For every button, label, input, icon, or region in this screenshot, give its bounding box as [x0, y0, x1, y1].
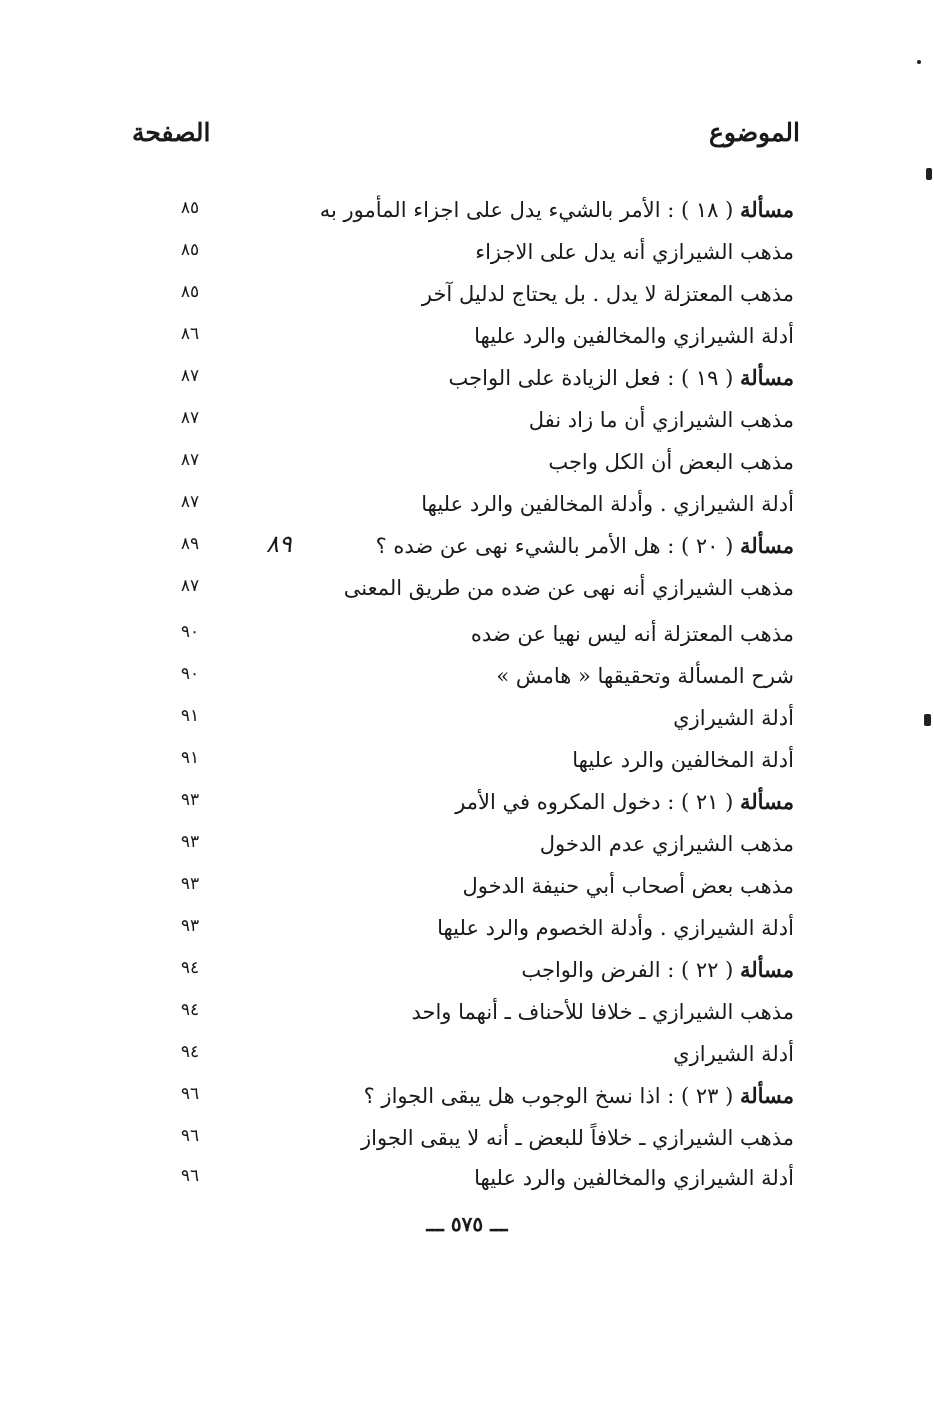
entry-text: ( ٢٣ ) : اذا نسخ الوجوب هل يبقى الجواز ؟	[363, 1084, 740, 1108]
page-number: ٩٦	[180, 1084, 200, 1104]
toc-row	[0, 274, 934, 314]
page-number: ٨٥	[180, 282, 200, 302]
toc-entry	[673, 698, 794, 738]
toc-row	[0, 1034, 934, 1074]
page-number: ٨٧	[180, 408, 200, 428]
page-number: ٩٤	[180, 1042, 200, 1062]
entry-text: مذهب بعض أصحاب أبي حنيفة الدخول	[462, 874, 794, 898]
entry-text: أدلة الشيرازي	[673, 1042, 794, 1066]
page-number: ٩٣	[180, 790, 200, 810]
entry-text: مذهب الشيرازي عدم الدخول	[539, 832, 794, 856]
toc-row	[0, 866, 934, 906]
entry-prefix: مسألة	[739, 957, 794, 982]
footer-page-number: ـــ ٥٧٥ ـــ	[426, 1212, 508, 1236]
page-number: ٨٦	[180, 324, 200, 344]
entry-text: ( ٢٠ ) : هل الأمر بالشيء نهى عن ضده ؟	[375, 534, 740, 558]
entry-text: مذهب الشيرازي ـ خلافا للأحناف ـ أنهما واحد	[411, 1000, 794, 1024]
toc-entry	[344, 568, 794, 608]
entry-text: شرح المسألة وتحقيقها « هامش »	[496, 664, 794, 688]
toc-entry	[455, 782, 794, 822]
entry-text: ( ٢١ ) : دخول المكروه في الأمر	[455, 790, 740, 814]
page-number: ٩٤	[180, 958, 200, 978]
toc-entry	[376, 526, 794, 566]
toc-entry	[463, 866, 795, 906]
toc-entry	[572, 740, 794, 780]
entry-text: أدلة الشيرازي والمخالفين والرد عليها	[474, 1166, 794, 1190]
scan-dust-mark	[917, 60, 921, 64]
entry-prefix: مسألة	[739, 1083, 794, 1108]
toc-row	[0, 656, 934, 696]
entry-prefix: مسألة	[739, 789, 794, 814]
entry-prefix: مسألة	[739, 365, 794, 390]
toc-row	[0, 484, 934, 524]
toc-row	[0, 1158, 934, 1198]
toc-row	[0, 1118, 934, 1158]
entry-text: أدلة المخالفين والرد عليها	[572, 748, 794, 772]
toc-entry	[471, 614, 794, 654]
toc-row	[0, 614, 934, 654]
entry-text: أدلة الشيرازي	[673, 706, 794, 730]
toc-entry	[474, 1158, 794, 1198]
entry-text: مذهب المعتزلة لا يدل . بل يحتاج لدليل آخر	[421, 282, 794, 306]
toc-entry	[437, 908, 794, 948]
entry-text: ( ١٨ ) : الأمر بالشيء يدل على اجزاء المأمور به	[319, 198, 740, 222]
entry-text: مذهب الشيرازي أن ما زاد نفل	[528, 408, 794, 432]
entry-prefix: مسألة	[739, 197, 794, 222]
toc-entry	[521, 950, 794, 990]
page-number: ٩١	[180, 706, 200, 726]
page-number: ٩٠	[180, 622, 200, 642]
toc-row	[0, 442, 934, 482]
page-number: ٩٠	[180, 664, 200, 684]
toc-entry	[496, 656, 794, 696]
toc-entry	[411, 992, 794, 1032]
entry-text: مذهب الشيرازي ـ خلافاً للبعض ـ أنه لا يبقى الجواز	[361, 1126, 794, 1150]
entry-text: ( ١٩ ) : فعل الزيادة على الواجب	[448, 366, 740, 390]
toc-row	[0, 824, 934, 864]
toc-entry	[422, 274, 794, 314]
page-number: ٩٦	[180, 1126, 200, 1146]
page-number: ٩٣	[180, 832, 200, 852]
page-number: ٨٥	[180, 198, 200, 218]
page-number: ٩٣	[180, 874, 200, 894]
page-number: ٩٦	[180, 1166, 200, 1186]
page-number: ٨٧	[180, 576, 200, 596]
page-number: ٩٤	[180, 1000, 200, 1020]
page-column-header: الصفحة	[132, 118, 211, 147]
toc-row	[0, 950, 934, 990]
toc-row	[0, 568, 934, 608]
entry-text: أدلة الشيرازي والمخالفين والرد عليها	[474, 324, 794, 348]
scan-edge-mark	[926, 168, 932, 180]
toc-row	[0, 1076, 934, 1116]
page-number: ٨٥	[180, 240, 200, 260]
entry-text: مذهب البعض أن الكل واجب	[548, 450, 794, 474]
toc-row	[0, 698, 934, 738]
page-number: ٩٣	[180, 916, 200, 936]
toc-row	[0, 526, 934, 566]
entry-text: مذهب الشيرازي أنه نهى عن ضده من طريق المعنى	[343, 576, 794, 600]
scan-edge-mark	[924, 714, 931, 726]
page-number: ٩١	[180, 748, 200, 768]
toc-entry	[540, 824, 794, 864]
toc-entry	[673, 1034, 794, 1074]
topic-column-header: الموضوع	[709, 118, 800, 147]
toc-row	[0, 782, 934, 822]
page-number: ٨٧	[180, 366, 200, 386]
entry-text: أدلة الشيرازي . وأدلة الخصوم والرد عليها	[437, 916, 794, 940]
entry-text: مذهب المعتزلة أنه ليس نهيا عن ضده	[470, 622, 794, 646]
toc-row	[0, 190, 934, 230]
page-number: ٨٧	[180, 450, 200, 470]
toc-row	[0, 992, 934, 1032]
toc-entry	[421, 484, 794, 524]
page-number: ٨٩	[180, 534, 200, 554]
toc-row	[0, 740, 934, 780]
toc-entry	[529, 400, 794, 440]
entry-text: ( ٢٢ ) : الفرض والواجب	[521, 958, 740, 982]
toc-row	[0, 316, 934, 356]
toc-entry	[320, 190, 794, 230]
toc-row	[0, 400, 934, 440]
toc-entry	[364, 1076, 794, 1116]
toc-entry	[449, 358, 794, 398]
entry-text: مذهب الشيرازي أنه يدل على الاجزاء	[475, 240, 794, 264]
toc-entry	[475, 232, 794, 272]
toc-row	[0, 358, 934, 398]
toc-row	[0, 908, 934, 948]
entry-prefix: مسألة	[739, 533, 794, 558]
toc-entry	[474, 316, 794, 356]
toc-entry	[548, 442, 794, 482]
handwritten-page-correction: ٨٩	[266, 530, 292, 558]
toc-entry	[361, 1118, 794, 1158]
toc-row	[0, 232, 934, 272]
page-number: ٨٧	[180, 492, 200, 512]
entry-text: أدلة الشيرازي . وأدلة المخالفين والرد عليها	[421, 492, 794, 516]
